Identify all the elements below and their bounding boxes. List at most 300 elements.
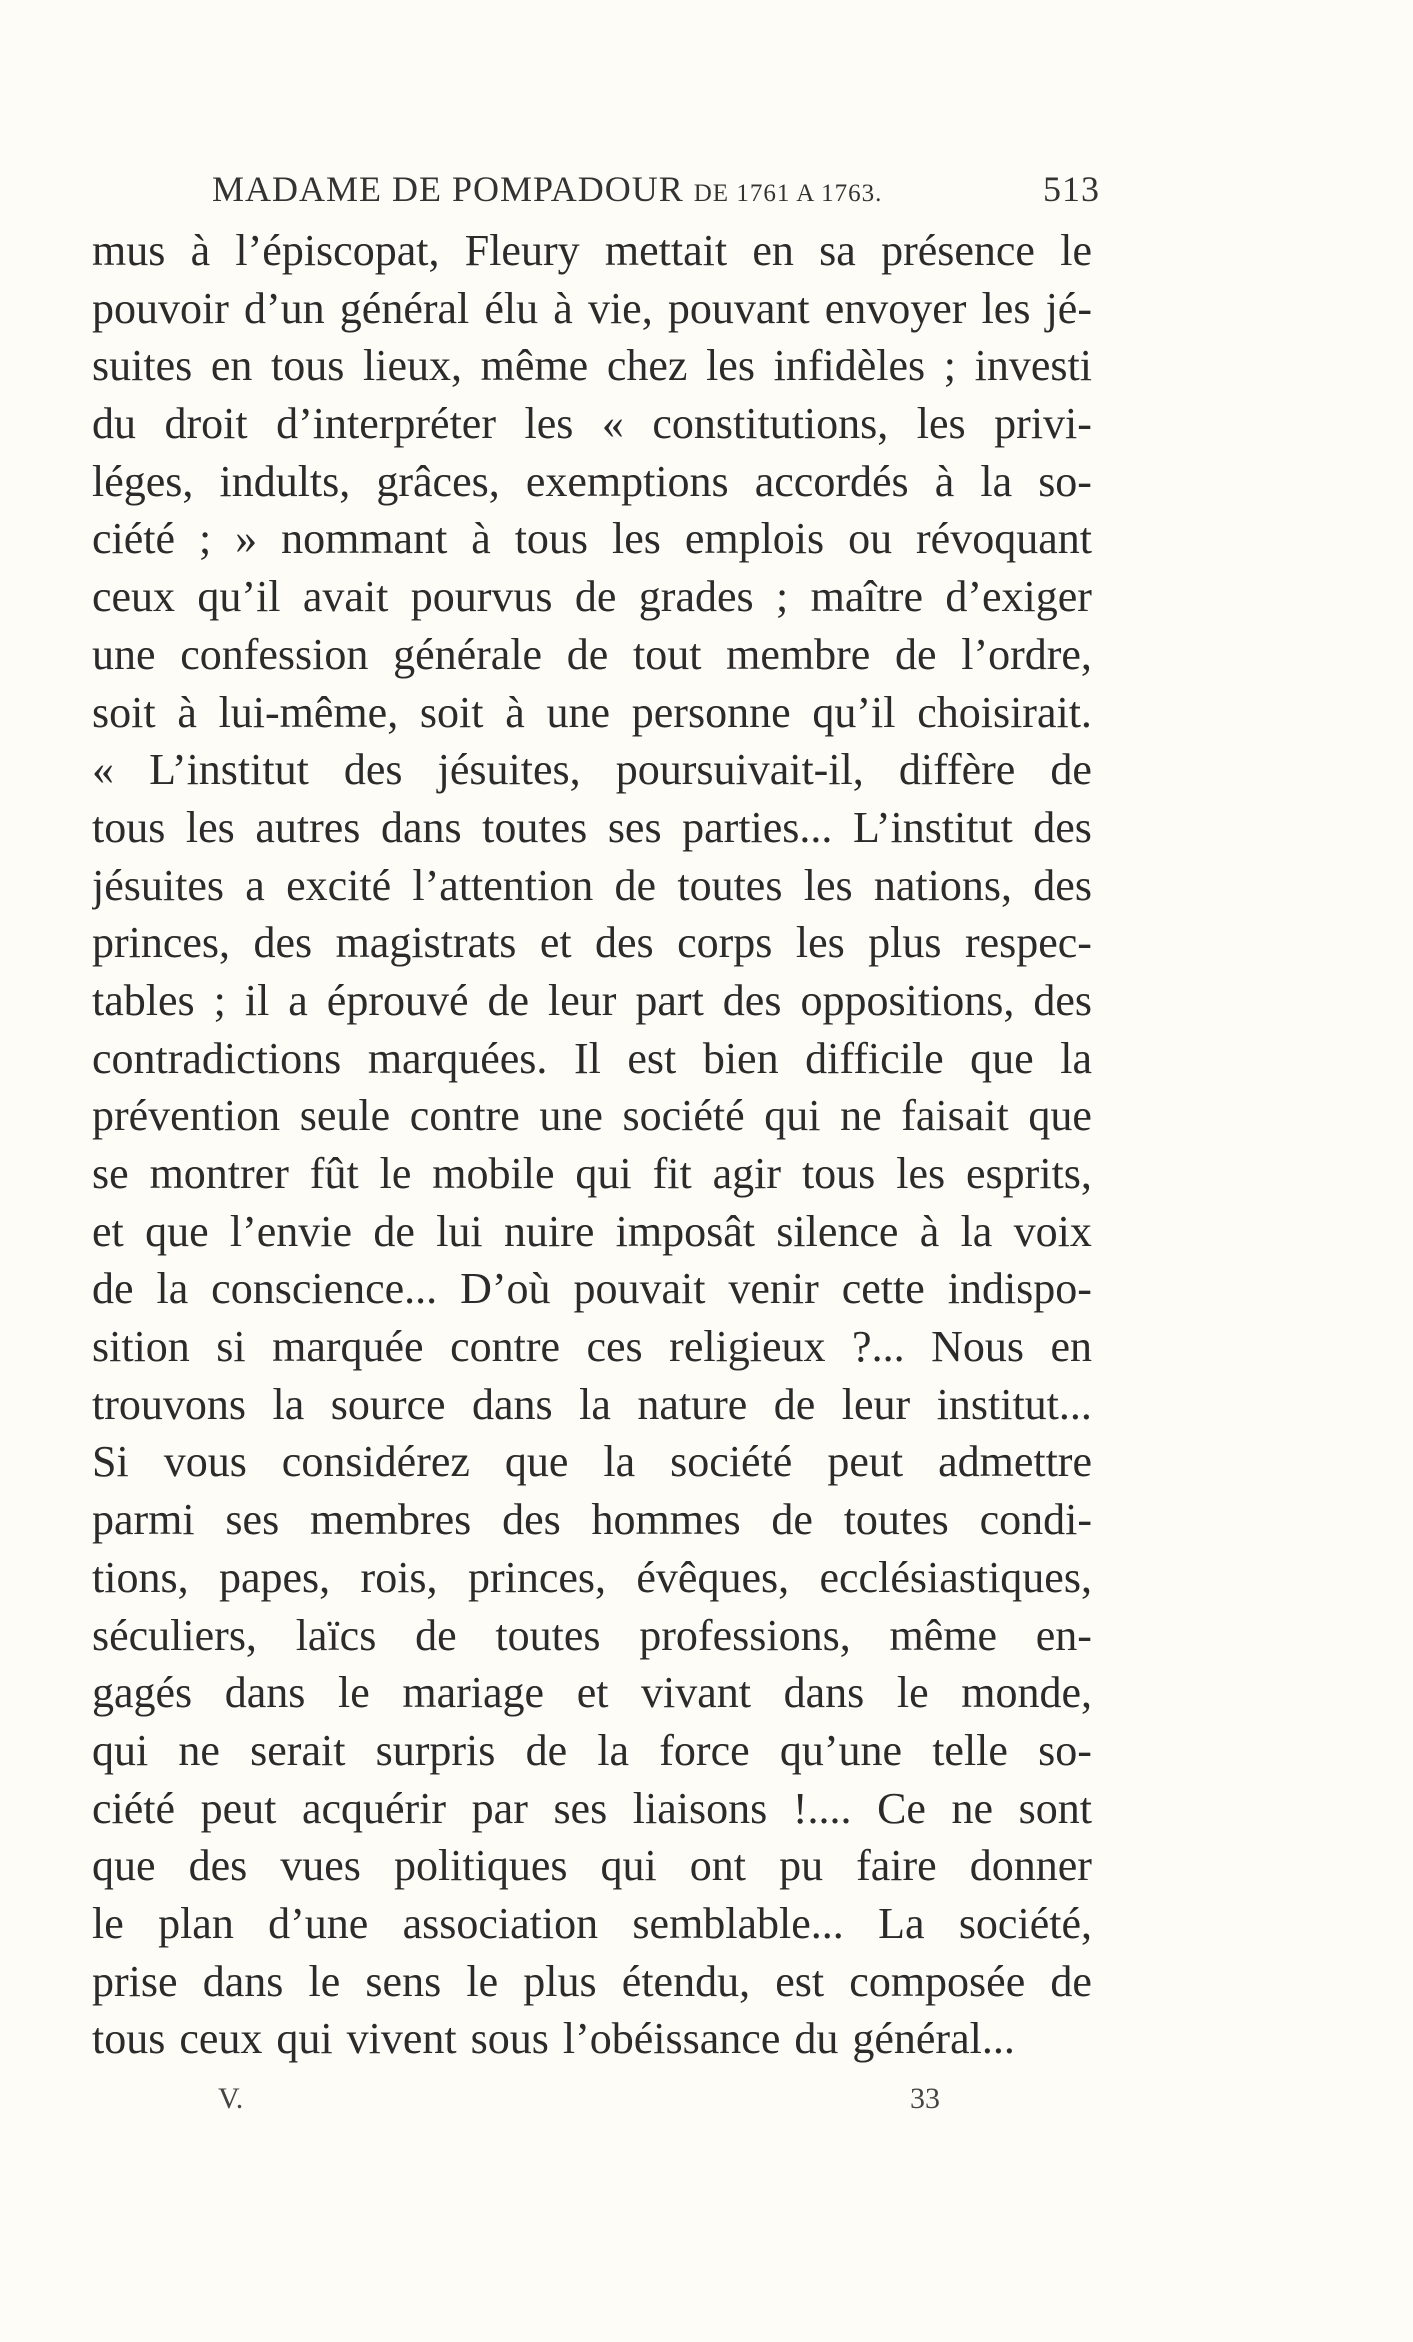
word: esprits, (966, 1149, 1092, 1198)
word: a (245, 860, 265, 910)
word: conscience... (211, 1264, 438, 1314)
word: qu’il (812, 687, 896, 737)
word: même (480, 341, 589, 391)
word: seule (299, 1091, 391, 1141)
word: pu (779, 1841, 824, 1891)
word: de (895, 629, 937, 679)
word: de (525, 1725, 568, 1775)
word: le (896, 1668, 929, 1718)
word: lieux, (363, 341, 463, 391)
text-line (92, 510, 1092, 568)
word: papes, (218, 1552, 331, 1602)
word: que (1028, 1091, 1092, 1141)
word: ne (951, 1783, 994, 1833)
running-title-dates: DE 1761 A 1763. (693, 180, 883, 207)
word: générale (393, 629, 543, 679)
word: politiques (393, 1841, 568, 1891)
word: dans (783, 1668, 865, 1718)
word: le (308, 1956, 341, 2006)
word: qu’il (197, 572, 281, 622)
word: avait (302, 572, 389, 622)
word: le (466, 1956, 499, 2006)
word: qu’une (779, 1725, 903, 1775)
word: trouvons (92, 1379, 246, 1429)
word: Il (573, 1033, 601, 1083)
word: en (752, 226, 794, 275)
word: !.... (792, 1783, 852, 1833)
text-line (92, 1030, 1092, 1088)
text-line (92, 1145, 1092, 1203)
word: vues (280, 1841, 361, 1891)
word: choisirait. (917, 687, 1092, 737)
word: nuire (503, 1206, 595, 1256)
signature-row (180, 2082, 980, 2122)
word: monde, (961, 1668, 1092, 1718)
word: élu (484, 283, 539, 333)
word: tions, (92, 1552, 189, 1602)
word: à (919, 1206, 940, 1256)
word: peut (827, 1437, 904, 1487)
text-line (92, 626, 1092, 684)
word: admettre (938, 1437, 1092, 1487)
word: que (145, 1206, 209, 1256)
word: toutes (495, 1610, 601, 1660)
volume-mark: V. (218, 2082, 244, 2115)
word: évêques, (636, 1552, 790, 1602)
word: mettait (604, 226, 728, 275)
word: confession (180, 629, 369, 679)
word: la (960, 1206, 993, 1256)
word: investi (974, 341, 1092, 391)
word: magistrats (335, 918, 517, 968)
text-line (92, 857, 1092, 915)
word: peut (200, 1783, 277, 1833)
text-line (92, 799, 1092, 857)
word: Si (92, 1437, 129, 1487)
word: association (402, 1898, 599, 1948)
word: des (188, 1841, 248, 1891)
text-line (92, 395, 1092, 453)
word: pouvant (667, 283, 810, 333)
word: contradictions (92, 1033, 342, 1083)
word: parmi (92, 1495, 195, 1545)
word: des (253, 918, 313, 968)
text-line (92, 222, 1092, 280)
word: et (92, 1206, 124, 1256)
word: tables (92, 975, 195, 1025)
text-line (92, 1549, 1092, 1607)
running-head (180, 168, 1100, 216)
word: des (1033, 975, 1092, 1025)
text-line (92, 1433, 1092, 1491)
word: est (627, 1033, 677, 1083)
word: les (916, 399, 966, 449)
word: les (896, 1149, 946, 1198)
word: tous (92, 802, 166, 852)
word: ?... (852, 1322, 905, 1372)
word: la (597, 1725, 630, 1775)
word: so- (1038, 456, 1092, 506)
text-line (92, 1087, 1092, 1145)
page-number: 513 (1043, 169, 1100, 209)
word: prise (92, 1956, 178, 2006)
word: prévention (92, 1091, 281, 1141)
word: ; (213, 975, 226, 1025)
word: envoyer (824, 283, 967, 333)
word: ; (943, 341, 956, 391)
word: une (539, 1091, 603, 1141)
word: source (330, 1379, 446, 1429)
word: vivent (346, 2014, 457, 2064)
word: ne (178, 1725, 220, 1775)
word: condi- (979, 1495, 1092, 1545)
word: sont (1018, 1783, 1092, 1833)
word: se (92, 1149, 129, 1198)
word: les (981, 283, 1031, 333)
word: membres (309, 1495, 472, 1545)
word: La (878, 1898, 925, 1948)
word: jésuites, (437, 745, 581, 795)
word: dans (472, 1379, 553, 1429)
word: jé- (1045, 283, 1092, 333)
word: jésuites (92, 860, 224, 910)
word: l’obéissance (562, 2014, 781, 2064)
text-line (92, 1491, 1092, 1549)
word: imposât (615, 1206, 755, 1256)
word: de (1050, 745, 1092, 795)
word: l’envie (229, 1206, 353, 1256)
word: des (343, 745, 403, 795)
word: a (288, 975, 308, 1025)
word: du (92, 399, 136, 449)
word: cette (841, 1264, 925, 1314)
word: plus (868, 918, 942, 968)
word: du (794, 2014, 839, 2064)
text-line (92, 337, 1092, 395)
word: société (670, 1437, 793, 1487)
word: institut... (936, 1379, 1092, 1429)
word: à (934, 456, 955, 506)
word: personne (631, 687, 791, 737)
word: marquées. (367, 1033, 548, 1083)
word: ses (607, 802, 662, 852)
word: tous (514, 514, 589, 564)
word: qui (764, 1091, 821, 1141)
word: princes, (467, 1552, 606, 1602)
word: l’ordre, (961, 629, 1092, 679)
word: des (1033, 802, 1092, 852)
word: acquérir (301, 1783, 447, 1833)
word: bien (702, 1033, 779, 1083)
word: liaisons (632, 1783, 768, 1833)
word: ses (553, 1783, 608, 1833)
word: fût (309, 1149, 359, 1198)
word: qui (276, 2014, 333, 2064)
word: les (795, 918, 845, 968)
word: dans (380, 802, 462, 852)
word: tous (801, 1149, 876, 1198)
word: le (92, 1898, 124, 1948)
word: d’une (268, 1898, 369, 1948)
word: emplois (684, 514, 825, 564)
word: présence (881, 226, 1035, 275)
word: hommes (591, 1495, 741, 1545)
word: tout (633, 629, 702, 679)
word: leur (841, 1379, 911, 1429)
word: L’institut (852, 802, 1013, 852)
word: nommant (281, 514, 448, 564)
word: ceux (92, 572, 176, 622)
text-line (92, 1837, 1092, 1895)
word: indispo- (947, 1264, 1092, 1314)
text-line (92, 1260, 1092, 1318)
word: princes, (92, 918, 231, 968)
word: des (595, 918, 654, 968)
word: pourvus (410, 572, 553, 622)
signature-mark: 33 (910, 2082, 940, 2115)
word: la (1060, 1033, 1092, 1083)
word: la (980, 456, 1013, 506)
word: société (622, 1091, 745, 1141)
word: silence (776, 1206, 899, 1256)
word: Ce (877, 1783, 926, 1833)
word: de (487, 975, 530, 1025)
word: en (1050, 1322, 1092, 1372)
text-line (92, 1203, 1092, 1261)
word: autres (255, 802, 361, 852)
word: toutes (843, 1495, 949, 1545)
word: d’exiger (945, 572, 1092, 622)
word: que (92, 1841, 156, 1891)
word: qui (575, 1149, 632, 1198)
word: religieux (669, 1322, 826, 1372)
word: à (505, 687, 525, 737)
word: tous (92, 2014, 166, 2064)
word: mobile (432, 1149, 555, 1198)
word: l’épiscopat, (235, 226, 440, 275)
word: respec- (964, 918, 1092, 968)
word: part (635, 975, 704, 1025)
word: que (504, 1437, 569, 1487)
word: et (576, 1668, 609, 1718)
word: marquée (272, 1322, 424, 1372)
word: séculiers, (92, 1610, 257, 1660)
word: fit (652, 1149, 692, 1198)
word: grâces, (376, 456, 500, 506)
word: les (706, 341, 755, 391)
text-line (92, 453, 1092, 511)
word: venir (728, 1264, 819, 1314)
word: serait (250, 1725, 346, 1775)
word: ; (776, 572, 789, 622)
word: parties... (682, 802, 833, 852)
word: lui (436, 1206, 483, 1256)
word: ou (848, 514, 893, 564)
word: si (216, 1322, 246, 1372)
word: les (612, 514, 661, 564)
word: en- (1035, 1610, 1092, 1660)
word: d’un (244, 283, 325, 333)
running-title-main: MADAME DE POMPADOUR (212, 169, 684, 209)
word: mus (92, 226, 166, 275)
word: le (1060, 226, 1092, 275)
word: poursuivait-il, (615, 745, 864, 795)
word: laïcs (295, 1610, 377, 1660)
word: des (1033, 860, 1092, 910)
word: la (156, 1264, 189, 1314)
word: des (502, 1495, 561, 1545)
text-line (92, 1780, 1092, 1838)
word: indults, (219, 456, 351, 506)
word: constitutions, (652, 399, 889, 449)
word: vous (163, 1437, 247, 1487)
word: maître (810, 572, 923, 622)
word: pouvait (573, 1264, 706, 1314)
word: composée (849, 1956, 1026, 2006)
word: nations, (873, 860, 1013, 910)
word: par (471, 1783, 528, 1833)
word: dans (202, 1956, 284, 2006)
word: Nous (931, 1322, 1024, 1372)
word: telle (932, 1725, 1008, 1775)
word: privi- (994, 399, 1092, 449)
word: toutes (482, 802, 588, 852)
word: L’institut (149, 745, 309, 795)
text-line (92, 1895, 1092, 1953)
word: les (803, 860, 853, 910)
word: plan (158, 1898, 234, 1948)
word: faisait (901, 1091, 1009, 1141)
word: droit (164, 399, 248, 449)
word: accordés (754, 456, 909, 506)
word: la (603, 1437, 636, 1487)
word: pouvoir (92, 283, 229, 333)
word: en (210, 341, 253, 391)
word: d’interpréter (276, 399, 496, 449)
word: excité (286, 860, 392, 910)
word: rois, (360, 1552, 438, 1602)
word: de (614, 860, 657, 910)
word: difficile (805, 1033, 944, 1083)
word: ecclésiastiques, (819, 1552, 1092, 1602)
word: ces (586, 1322, 643, 1372)
word: membre (726, 629, 871, 679)
word: qui (600, 1841, 657, 1891)
word: mariage (402, 1668, 545, 1718)
word: de (566, 629, 609, 679)
word: sous (470, 2014, 549, 2064)
running-title (212, 168, 882, 210)
word: so- (1038, 1725, 1092, 1775)
word: D’où (460, 1264, 551, 1314)
word: de (415, 1610, 457, 1660)
word: ont (689, 1841, 747, 1891)
word: voix (1013, 1206, 1092, 1256)
word: ceux (179, 2014, 263, 2064)
text-line (92, 1318, 1092, 1376)
word: toutes (677, 860, 783, 910)
word: lui-même, (218, 687, 399, 737)
word: force (659, 1725, 750, 1775)
word: tous (271, 341, 345, 391)
word: semblable... (632, 1898, 844, 1948)
word: nature (637, 1379, 748, 1429)
word: leur (548, 975, 617, 1025)
word: les (185, 802, 235, 852)
word: grades (638, 572, 754, 622)
word: de (1050, 1956, 1092, 2006)
word: surpris (375, 1725, 496, 1775)
text-line (92, 684, 1092, 742)
text-line (92, 1607, 1092, 1665)
word: la (272, 1379, 305, 1429)
word: à (553, 283, 573, 333)
body-text (92, 222, 1092, 2068)
word: vivant (641, 1668, 752, 1718)
word: de (773, 1379, 816, 1429)
word: des (722, 975, 782, 1025)
word: général... (852, 2014, 1015, 2064)
text-line (92, 1376, 1092, 1434)
word: contre (409, 1091, 520, 1141)
word: de (574, 572, 617, 622)
word: général (339, 283, 470, 333)
word: léges, (92, 456, 194, 506)
word: suites (92, 341, 193, 391)
word: une (546, 687, 611, 737)
word: l’attention (412, 860, 594, 910)
word: plus (523, 1956, 597, 2006)
text-line (92, 280, 1092, 338)
word: vie, (587, 283, 653, 333)
text-line (92, 1953, 1092, 2011)
word: faire (856, 1841, 937, 1891)
word: de (92, 1264, 134, 1314)
word: ; (198, 514, 212, 564)
word: soit (92, 687, 156, 737)
word: une (92, 629, 156, 679)
word: sition (92, 1322, 190, 1372)
word: à (471, 514, 491, 564)
word: ciété (92, 514, 176, 564)
word: sa (819, 226, 856, 275)
word: dans (224, 1668, 306, 1718)
word: les (524, 399, 574, 449)
word: de (373, 1206, 415, 1256)
text-line (92, 1722, 1092, 1780)
word: il (244, 975, 270, 1025)
word: est (775, 1956, 825, 2006)
word: « (601, 399, 624, 449)
word: contre (450, 1322, 561, 1372)
word: chez (606, 341, 688, 391)
word: à (190, 226, 211, 275)
word: corps (677, 918, 773, 968)
word: diffère (898, 745, 1016, 795)
word: infidèles (773, 341, 926, 391)
word: donner (969, 1841, 1092, 1891)
word: que (970, 1033, 1034, 1083)
text-line (92, 914, 1092, 972)
word: même (889, 1610, 997, 1660)
word: gagés (92, 1668, 193, 1718)
word: le (338, 1668, 370, 1718)
word: de (771, 1495, 813, 1545)
word: « (92, 745, 114, 795)
word: éprouvé (326, 975, 469, 1025)
text-line (92, 741, 1092, 799)
word: le (379, 1149, 412, 1198)
